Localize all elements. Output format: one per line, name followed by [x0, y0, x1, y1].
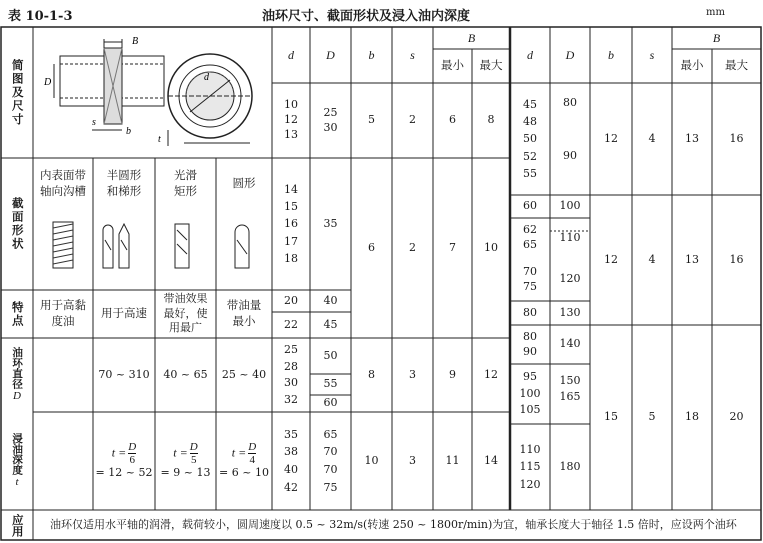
- diameter-4: 25 ~ 40: [221, 367, 267, 381]
- label-b: b: [126, 126, 131, 137]
- rg3-D-140: 140: [559, 337, 581, 351]
- rg2-s: 4: [648, 252, 656, 266]
- rg2-d-62-65: 62 65: [523, 223, 537, 251]
- lg1-d: 10 12 13: [284, 98, 298, 141]
- lg3-Bmax: 12: [484, 367, 498, 381]
- application-note: 油环仅适用水平轴的润滑，载荷较小，圆周速度以 0.5 ~ 32m/s(转速 250 ~ 1800r/min)为宜，轴承长度大于轴径 1.5 倍时，应设两个油环: [50, 518, 737, 532]
- rg2-Bmin: 13: [685, 252, 699, 266]
- diameter-2: 70 ~ 310: [98, 367, 150, 381]
- feature-4: 带油量最小: [226, 298, 262, 328]
- shape-name-3: 光滑矩形: [174, 168, 197, 198]
- col-header-D-right: D: [565, 47, 575, 62]
- rg3-D-150-165: 150 165: [559, 373, 581, 403]
- depth-2: t = $\frac{D}{6}$ = 12 ~ 52: [95, 440, 153, 480]
- lg4-D: 65 70 70 75: [323, 427, 338, 494]
- row-label-feature: 特点: [10, 300, 25, 328]
- col-header-B-max: 最大: [479, 58, 503, 73]
- col-header-D: D: [326, 47, 335, 62]
- lg2-D: 35: [323, 216, 338, 230]
- rg3-b: 15: [604, 410, 618, 424]
- feature-1: 用于高黏度油: [40, 298, 86, 328]
- oil-ring-diagram: [40, 30, 268, 154]
- col-header-B-min-right: 最小: [680, 58, 704, 73]
- lg3-D-50: 50: [323, 348, 338, 362]
- rg2-D-130: 130: [559, 305, 581, 319]
- semicircle-section-icon: [103, 224, 129, 268]
- lg2-b: 6: [368, 240, 375, 254]
- row-label-diagram: 简图及尺寸: [10, 58, 25, 127]
- lg3-D-60: 60: [323, 396, 338, 410]
- rg3-s: 5: [648, 410, 656, 424]
- table-header: [0, 0, 763, 26]
- round-section-icon: [235, 225, 249, 268]
- col-header-B-min: 最小: [441, 58, 464, 73]
- rg1-D-80: 80: [563, 95, 577, 109]
- col-header-B-max-right: 最大: [725, 58, 748, 73]
- rg1-D-90: 90: [563, 148, 577, 162]
- feature-2: 用于高速: [101, 306, 147, 321]
- rg3-d-110-120: 110 115 120: [519, 443, 541, 491]
- rg1-s: 4: [648, 131, 656, 145]
- lg3-b: 8: [368, 367, 375, 381]
- lg3-r2-d: 22: [284, 317, 298, 331]
- depth-4: t = $\frac{D}{4}$ = 6 ~ 10: [219, 440, 269, 480]
- rg2-d-60: 60: [523, 199, 537, 213]
- shape-name-2: 半圆形和梯形: [106, 168, 142, 198]
- rg1-Bmax: 16: [729, 131, 744, 145]
- lg2-s: 2: [409, 240, 416, 254]
- col-header-d: d: [288, 47, 294, 62]
- rg2-D-100: 100: [559, 199, 581, 213]
- lg3-s: 3: [409, 367, 416, 381]
- label-D: D: [44, 77, 52, 88]
- lg3-r1-D: 40: [323, 293, 338, 307]
- lg1-Bmax: 8: [487, 113, 495, 127]
- rg2-b: 12: [604, 252, 618, 266]
- rg2-Bmax: 16: [729, 252, 744, 266]
- lg4-Bmin: 11: [445, 453, 460, 467]
- table-code: 表 10-1-3: [8, 9, 73, 24]
- rg1-b: 12: [604, 131, 618, 145]
- feature-3: 带油效果最好，使用最广: [163, 291, 208, 335]
- label-t: t: [158, 134, 161, 145]
- diameter-3: 40 ~ 65: [163, 367, 208, 381]
- rg2-D-120: 120: [559, 272, 581, 286]
- lg4-s: 3: [409, 453, 416, 467]
- unit-label: mm: [706, 7, 725, 18]
- row-label-depth: 浸油深度 t: [11, 432, 24, 488]
- oil-ring-table: [0, 26, 763, 543]
- grooved-section-icon: [53, 222, 73, 268]
- col-header-B: B: [467, 30, 476, 45]
- row-label-apply: 应用: [10, 513, 25, 537]
- lg1-D: 25 30: [323, 105, 338, 134]
- lg3-r2-D: 45: [323, 317, 338, 331]
- lg2-Bmax: 10: [484, 240, 498, 254]
- lg2-d: 14 15 16 17 18: [284, 183, 298, 265]
- lg4-Bmax: 14: [484, 453, 498, 467]
- lg3-d: 25 28 30 32: [284, 343, 298, 406]
- row-label-section: 截面形状: [10, 197, 25, 251]
- col-header-s: s: [410, 47, 415, 62]
- rg3-d-80-90: 80 90: [523, 329, 537, 358]
- shape-name-1: 内表面带轴向沟槽: [40, 168, 86, 198]
- lg2-Bmin: 7: [449, 240, 456, 254]
- shape-name-4: 圆形: [232, 176, 256, 191]
- lg3-D-55: 55: [323, 377, 338, 391]
- label-B: B: [132, 36, 139, 47]
- rg3-Bmax: 20: [729, 410, 744, 424]
- lg1-Bmin: 6: [449, 113, 456, 127]
- rg3-d-95-105: 95 100 105: [519, 370, 541, 417]
- lg1-s: 2: [409, 113, 416, 127]
- label-d: d: [204, 72, 209, 83]
- lg3-r1-d: 20: [284, 293, 298, 307]
- rg1-Bmin: 13: [685, 131, 699, 145]
- label-s: s: [92, 117, 96, 128]
- lg4-d: 35 38 40 42: [284, 427, 298, 494]
- rg3-Bmin: 18: [685, 410, 699, 424]
- col-header-s-right: s: [649, 47, 655, 62]
- depth-3: t = $\frac{D}{5}$ = 9 ~ 13: [160, 440, 211, 480]
- col-header-d-right: d: [527, 47, 533, 62]
- rg2-d-80: 80: [523, 305, 537, 319]
- rg2-d-70-75: 70 75: [523, 264, 537, 293]
- diameter-1: [33, 338, 93, 412]
- section-shapes: [33, 210, 272, 290]
- col-header-B-right: B: [712, 30, 721, 45]
- col-header-b-right: b: [608, 47, 614, 62]
- lg1-b: 5: [368, 113, 375, 127]
- rg1-d: 45 48 50 52 55: [523, 98, 537, 180]
- lg4-b: 10: [364, 453, 379, 467]
- rectangle-section-icon: [175, 224, 189, 268]
- col-header-b: b: [368, 47, 375, 62]
- table-title: 油环尺寸、截面形状及浸入油内深度: [262, 9, 471, 24]
- rg3-D-180: 180: [559, 459, 581, 473]
- rg2-D-110: 110: [559, 230, 581, 244]
- row-label-diameter: 油环直径 D: [11, 346, 24, 402]
- lg3-Bmin: 9: [449, 367, 456, 381]
